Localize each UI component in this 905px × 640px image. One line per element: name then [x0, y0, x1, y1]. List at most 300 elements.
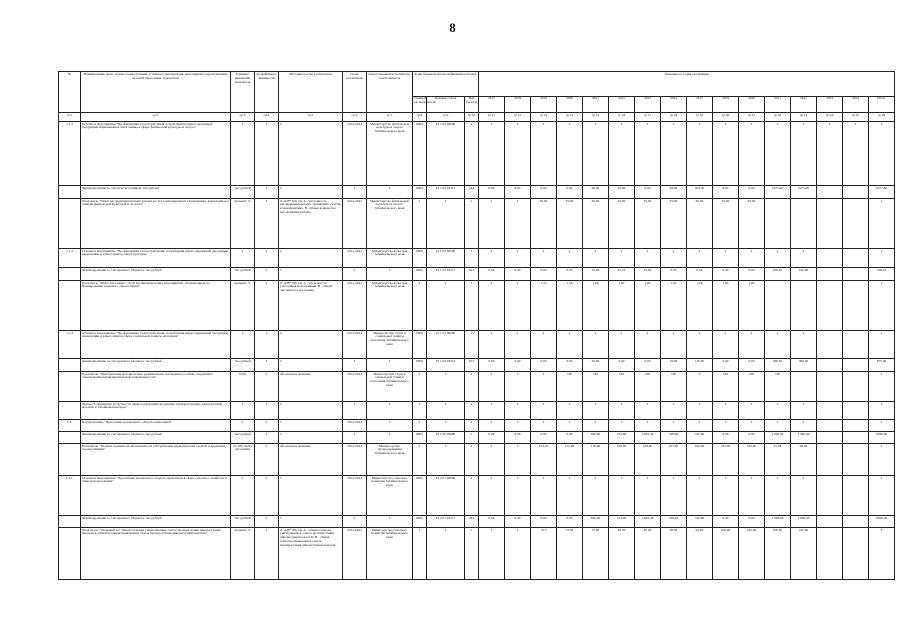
- row-year-value: 0,00: [505, 431, 531, 443]
- table-row: [59, 475, 895, 515]
- row-year-value: х: [583, 401, 609, 419]
- row-year-value: 116,00: [583, 443, 609, 475]
- row-year-value: 105,00: [713, 443, 739, 475]
- row-year-value: х: [635, 401, 661, 419]
- row-number: [59, 280, 81, 330]
- row-year-value: 65,00: [687, 198, 713, 248]
- row-year-value: 0,00: [739, 358, 765, 371]
- row-admin-code: 0909: [413, 121, 427, 185]
- row-responsible: Министерство труда и социальной защиты населения Забайкальского края: [367, 371, 413, 401]
- row-admin-code: х: [413, 443, 427, 475]
- row-year-value: 0,00: [531, 515, 557, 527]
- row-year-value: 528,00: [661, 431, 687, 443]
- row-unit: штук: [231, 371, 255, 401]
- column-index-cell: гр.10: [465, 113, 479, 122]
- row-year-value: х: [479, 248, 505, 267]
- row-responsible: х: [367, 401, 413, 419]
- row-year-value: 0,00: [739, 185, 765, 198]
- row-year-value: 95,00: [687, 527, 713, 579]
- row-name: финансирование за счет краевого бюджета, тыс.рублей: [81, 267, 231, 280]
- row-year-value: 100,00: [739, 527, 765, 579]
- row-year-value: 75,00: [583, 527, 609, 579]
- header-year-values: Значения по годам реализации: [479, 72, 895, 97]
- row-method: Z=A/B*100, где A - общая площадь уничтоженных очагов произрастания дикорастущей конопли, B - общая площадь выявленных очагов произрастания дикорастущей конопли: [279, 527, 343, 579]
- row-year-value: 366,50: [791, 358, 817, 371]
- row-responsible: Министерство культуры Забайкальского края: [367, 280, 413, 330]
- row-year-value: 100: [609, 371, 635, 401]
- row-responsible: Министерство физической культуры и спорта Забайкальского края: [367, 198, 413, 248]
- row-name: Показатель "Приобретение методических, развивающих, наглядных пособий, спортивного оборудования антинаркотической направленности": [81, 371, 231, 401]
- row-year-value: [817, 527, 843, 579]
- row-coefficient: х: [255, 443, 279, 475]
- row-year-value: х: [505, 371, 531, 401]
- row-admin-code: 0909: [413, 431, 427, 443]
- row-year-value: х: [635, 121, 661, 185]
- row-target-article: х: [427, 371, 465, 401]
- row-year-value: 0,00: [505, 185, 531, 198]
- column-index-cell: гр.9: [427, 113, 465, 122]
- row-unit: процент, %: [231, 280, 255, 330]
- row-year-value: [843, 419, 869, 431]
- table-body: [59, 121, 895, 579]
- row-year-value: 310,00: [687, 431, 713, 443]
- row-year-value: 97,10: [609, 267, 635, 280]
- header-year: 2021: [765, 96, 791, 113]
- row-admin-code: х: [413, 280, 427, 330]
- row-responsible: х: [367, 515, 413, 527]
- row-year-value: [843, 515, 869, 527]
- row-year-value: х: [687, 401, 713, 419]
- column-index-cell: гр.24: [817, 113, 843, 122]
- row-number: [59, 443, 81, 475]
- row-year-value: х: [505, 280, 531, 330]
- row-year-value: 100: [583, 371, 609, 401]
- row-number: [59, 371, 81, 401]
- row-year-value: 112,40: [557, 443, 583, 475]
- row-responsible: Министерство труда и социальной защиты населения Забайкальского края: [367, 330, 413, 358]
- row-unit: х: [231, 248, 255, 267]
- row-year-value: [843, 267, 869, 280]
- header-name: Наименование цели, задачи, подпрограммы, основного мероприятия, мероприятия, ведомственной целевой программы, показателя: [81, 72, 231, 113]
- row-year-value: [817, 443, 843, 475]
- row-year-value: х: [635, 248, 661, 267]
- row-year-value: х: [505, 198, 531, 248]
- row-method: х: [279, 267, 343, 280]
- row-year-value: х: [505, 527, 531, 579]
- column-index-cell: гр.1: [59, 113, 81, 122]
- row-year-value: х: [765, 419, 791, 431]
- row-year-value: х: [557, 248, 583, 267]
- row-year-value: [843, 431, 869, 443]
- row-year-value: х: [531, 248, 557, 267]
- row-year-value: 22,00: [635, 267, 661, 280]
- row-responsible: Министерство физической культуры и спорта Забайкальского края: [367, 121, 413, 185]
- row-year-value: 1,64: [687, 280, 713, 330]
- table-row: [59, 248, 895, 267]
- row-year-value: 0,00: [713, 358, 739, 371]
- row-year-value: 0,00: [713, 185, 739, 198]
- row-method: Z=A/B*100, где A - численность участников мероприятий, B - общая численность населения: [279, 280, 343, 330]
- row-admin-code: 0909: [413, 248, 427, 267]
- table-row: [59, 280, 895, 330]
- row-expense-type: х: [465, 248, 479, 267]
- row-responsible: Министерство культуры Забайкальского края: [367, 248, 413, 267]
- row-year-value: х: [531, 475, 557, 515]
- row-year-value: 80,00: [609, 527, 635, 579]
- header-unit: Единица измерения показателя: [231, 72, 255, 113]
- table-row: [59, 419, 895, 431]
- row-target-article: 23 1 02 03212: [427, 185, 465, 198]
- row-year-value: х: [505, 121, 531, 185]
- row-year-value: х: [479, 280, 505, 330]
- row-year-value: 0,00: [557, 185, 583, 198]
- row-expense-type: 612: [465, 267, 479, 280]
- column-index-cell: гр.2: [81, 113, 231, 122]
- row-total: 8477,60: [869, 185, 895, 198]
- header-responsible: Ответственный исполнитель, соисполнитель: [367, 72, 413, 113]
- row-year-value: 0,00: [531, 358, 557, 371]
- row-year-value: 100: [713, 371, 739, 401]
- row-number: [59, 267, 81, 280]
- row-unit: процент, %: [231, 198, 255, 248]
- row-number: 1.2.: [59, 419, 81, 431]
- row-year-value: х: [765, 401, 791, 419]
- row-year-value: [843, 185, 869, 198]
- row-year-value: х: [505, 443, 531, 475]
- row-period: 2014-2024: [343, 121, 367, 185]
- row-number: [59, 198, 81, 248]
- row-year-value: 0,00: [505, 515, 531, 527]
- row-year-value: 35,00: [557, 198, 583, 248]
- row-unit: процент, %: [231, 527, 255, 579]
- row-year-value: 1,60: [583, 280, 609, 330]
- row-year-value: х: [479, 443, 505, 475]
- row-target-article: х: [427, 419, 465, 431]
- row-unit: тыс.рублей: [231, 267, 255, 280]
- row-year-value: х: [687, 419, 713, 431]
- row-admin-code: 0909: [413, 267, 427, 280]
- row-number: 1.1.2: [59, 121, 81, 185]
- row-year-value: 100: [739, 371, 765, 401]
- table-row: [59, 330, 895, 358]
- row-year-value: 100,00: [765, 267, 791, 280]
- row-year-value: 1 000,00: [765, 515, 791, 527]
- row-number: 1.1.3: [59, 248, 81, 267]
- row-year-value: 2 810,40: [635, 515, 661, 527]
- row-responsible: Министерство здравоохранения Забайкальского края: [367, 443, 413, 475]
- row-year-value: х: [713, 330, 739, 358]
- row-year-value: 630,00: [583, 515, 609, 527]
- row-period: 2014-2024: [343, 527, 367, 579]
- column-index-cell: гр.20: [713, 113, 739, 122]
- row-admin-code: 0909: [413, 475, 427, 515]
- row-year-value: х: [479, 121, 505, 185]
- column-index-cell: гр.21: [739, 113, 765, 122]
- row-year-value: х: [505, 419, 531, 431]
- row-year-value: 106,00: [687, 443, 713, 475]
- row-number: [59, 358, 81, 371]
- row-year-value: 0,00: [713, 431, 739, 443]
- row-year-value: х: [505, 248, 531, 267]
- header-period: Сроки реализации: [343, 72, 367, 113]
- row-year-value: х: [609, 330, 635, 358]
- row-year-value: [817, 401, 843, 419]
- row-year-value: х: [479, 198, 505, 248]
- row-year-value: х: [531, 401, 557, 419]
- table-row: [59, 527, 895, 579]
- row-year-value: [817, 419, 843, 431]
- row-year-value: [817, 280, 843, 330]
- row-year-value: 0,00: [739, 431, 765, 443]
- row-year-value: [843, 401, 869, 419]
- column-index-cell: гр.11: [479, 113, 505, 122]
- row-year-value: 85,00: [635, 527, 661, 579]
- row-year-value: 274,90: [609, 431, 635, 443]
- row-name: финансирование за счет краевого бюджета, тыс.рублей: [81, 431, 231, 443]
- header-year: 2024: [843, 96, 869, 113]
- column-index-cell: гр.4: [255, 113, 279, 122]
- row-year-value: [817, 185, 843, 198]
- row-coefficient: х: [255, 515, 279, 527]
- row-year-value: х: [713, 248, 739, 267]
- row-year-value: х: [765, 121, 791, 185]
- row-method: абсолютное значение: [279, 371, 343, 401]
- row-year-value: 23,00: [583, 267, 609, 280]
- header-vr: Вид расхода: [465, 96, 479, 113]
- row-year-value: 90,00: [791, 443, 817, 475]
- row-name: Основное мероприятие "Пресечение незаконного оборота наркотиков в сфере сельского хозяйства и природопользования": [81, 475, 231, 515]
- row-target-article: 23 1 03 03212: [427, 267, 465, 280]
- row-year-value: 0,00: [479, 431, 505, 443]
- row-year-value: [843, 248, 869, 267]
- row-year-value: 310,00: [687, 515, 713, 527]
- row-year-value: 0,00: [661, 267, 687, 280]
- column-index-cell: гр.23: [791, 113, 817, 122]
- row-year-value: 97,00: [765, 443, 791, 475]
- row-name: Основное мероприятие "Профилактика злоупотребления, потребления наркосодержащей продукции, наркомании и алкоголизма в сфере культуры": [81, 248, 231, 267]
- row-year-value: х: [583, 419, 609, 431]
- row-admin-code: 0909: [413, 515, 427, 527]
- column-index-cell: гр.17: [635, 113, 661, 122]
- row-coefficient: х: [255, 527, 279, 579]
- row-year-value: [843, 443, 869, 475]
- header-year: 2017: [687, 96, 713, 113]
- row-coefficient: х: [255, 419, 279, 431]
- row-year-value: х: [791, 330, 817, 358]
- row-year-value: 1975,00: [791, 185, 817, 198]
- row-year-value: х: [609, 401, 635, 419]
- row-year-value: 0,00: [479, 515, 505, 527]
- row-year-value: [843, 358, 869, 371]
- row-year-value: [817, 358, 843, 371]
- row-year-value: 1 000,00: [765, 431, 791, 443]
- row-total: х: [869, 280, 895, 330]
- row-year-value: 1,64: [713, 280, 739, 330]
- row-year-value: х: [739, 121, 765, 185]
- row-name: Показатель "Охват населения " Доля профилактических мероприятий, направленных на формирование здорового образа жизни": [81, 280, 231, 330]
- row-year-value: х: [557, 330, 583, 358]
- row-expense-type: х: [465, 443, 479, 475]
- row-admin-code: 0909: [413, 330, 427, 358]
- column-index-cell: гр.7: [367, 113, 413, 122]
- row-year-value: [843, 475, 869, 515]
- row-number: [59, 185, 81, 198]
- row-total: 336,10: [869, 267, 895, 280]
- row-year-value: х: [791, 419, 817, 431]
- row-year-value: х: [765, 475, 791, 515]
- row-year-value: [817, 515, 843, 527]
- row-period: 2014-2024: [343, 419, 367, 431]
- row-total: х: [869, 443, 895, 475]
- header-row-top: [59, 72, 895, 97]
- row-unit: х: [231, 419, 255, 431]
- row-target-article: х: [427, 401, 465, 419]
- row-year-value: х: [531, 330, 557, 358]
- row-name: финансирование за счет краевого бюджета, тыс.рублей: [81, 515, 231, 527]
- row-coefficient: х: [255, 280, 279, 330]
- row-year-value: 274,90: [609, 515, 635, 527]
- row-year-value: х: [661, 248, 687, 267]
- row-year-value: [817, 248, 843, 267]
- row-year-value: 72,5: [531, 527, 557, 579]
- row-method: х: [279, 248, 343, 267]
- row-name: Основное мероприятие "Профилактика злоупотребления, потребления наркосодержащей продукции, наркомании и алкоголизма в сфере социальной защиты населения": [81, 330, 231, 358]
- row-year-value: 65,00: [713, 198, 739, 248]
- header-year: 2019: [713, 96, 739, 113]
- header-year: 2023: [817, 96, 843, 113]
- row-year-value: 0,00: [479, 185, 505, 198]
- row-year-value: [843, 527, 869, 579]
- row-year-value: 0,00: [531, 185, 557, 198]
- row-responsible: х: [367, 358, 413, 371]
- row-year-value: 366,50: [765, 358, 791, 371]
- row-year-value: х: [661, 330, 687, 358]
- row-coefficient: х: [255, 401, 279, 419]
- row-unit: тыс.рублей: [231, 185, 255, 198]
- row-expense-type: 244: [465, 515, 479, 527]
- row-year-value: 100,00: [791, 267, 817, 280]
- row-total: 6599,30: [869, 515, 895, 527]
- table-row: [59, 515, 895, 527]
- row-year-value: 1,64: [739, 280, 765, 330]
- row-method: х: [279, 401, 343, 419]
- table-row: [59, 443, 895, 475]
- header-year: 2020: [557, 96, 583, 113]
- row-expense-type: 612: [465, 358, 479, 371]
- row-year-value: 46,00: [609, 185, 635, 198]
- table-row: [59, 185, 895, 198]
- row-year-value: 20,00: [583, 358, 609, 371]
- row-name: финансирование за счет краевого бюджета, тыс.рублей: [81, 358, 231, 371]
- row-year-value: 65,00: [739, 198, 765, 248]
- row-year-value: 99,00: [583, 185, 609, 198]
- row-year-value: 0,00: [687, 267, 713, 280]
- row-admin-code: 0909: [413, 358, 427, 371]
- row-responsible: Министерство сельского хозяйства Забайкальского края: [367, 527, 413, 579]
- row-year-value: х: [583, 475, 609, 515]
- row-unit: тыс.рублей: [231, 358, 255, 371]
- row-method: х: [279, 419, 343, 431]
- row-year-value: [765, 198, 791, 248]
- row-year-value: х: [583, 330, 609, 358]
- row-year-value: х: [791, 248, 817, 267]
- row-method: х: [279, 330, 343, 358]
- row-total: х: [869, 121, 895, 185]
- row-expense-type: х: [465, 475, 479, 515]
- row-method: абсолютное значение: [279, 443, 343, 475]
- row-year-value: 100: [557, 371, 583, 401]
- row-year-value: х: [661, 121, 687, 185]
- row-year-value: 1,62: [609, 280, 635, 330]
- header-year: 2023: [635, 96, 661, 113]
- row-target-article: 23 2 01 03212: [427, 515, 465, 527]
- table-row: [59, 198, 895, 248]
- row-expense-type: х: [465, 431, 479, 443]
- row-period: х: [343, 515, 367, 527]
- column-index-cell: гр.22: [765, 113, 791, 122]
- row-year-value: 0,00: [557, 267, 583, 280]
- row-name: Показатель "Охват несовершеннолетних детьми досуга в материальных учреждениях, вовлеченных в занятия физической культурой и спортом": [81, 198, 231, 248]
- row-year-value: 0,00: [557, 431, 583, 443]
- header-no: №: [59, 72, 81, 113]
- row-year-value: х: [609, 121, 635, 185]
- row-year-value: 0,00: [635, 358, 661, 371]
- row-year-value: х: [557, 419, 583, 431]
- row-year-value: 0,00: [713, 515, 739, 527]
- row-year-value: х: [505, 330, 531, 358]
- row-year-value: 123,10: [531, 443, 557, 475]
- header-year: 2017: [479, 96, 505, 113]
- row-total: х: [869, 330, 895, 358]
- row-year-value: х: [479, 330, 505, 358]
- row-year-value: 0: [687, 371, 713, 401]
- row-coefficient: х: [255, 121, 279, 185]
- column-index-cell: гр.3: [231, 113, 255, 122]
- column-index-cell: гр.13: [531, 113, 557, 122]
- column-index-cell: гр.16: [609, 113, 635, 122]
- row-year-value: [791, 371, 817, 401]
- row-coefficient: х: [255, 330, 279, 358]
- row-year-value: х: [765, 248, 791, 267]
- row-period: 2014-2024: [343, 371, 367, 401]
- row-year-value: 110,00: [687, 358, 713, 371]
- row-year-value: х: [635, 419, 661, 431]
- row-total: х: [869, 419, 895, 431]
- row-total: х: [869, 371, 895, 401]
- row-year-value: 0,00: [739, 267, 765, 280]
- row-year-value: х: [609, 419, 635, 431]
- row-year-value: 0,00: [609, 358, 635, 371]
- row-year-value: [817, 330, 843, 358]
- row-name: Подпрограмма "Пресечение незаконного оборота наркотиков": [81, 419, 231, 431]
- table-row: [59, 371, 895, 401]
- row-target-article: 23 1 03 00000: [427, 248, 465, 267]
- row-year-value: [817, 431, 843, 443]
- header-year: 2022: [791, 96, 817, 113]
- header-year: 2018: [505, 96, 531, 113]
- row-year-value: х: [791, 121, 817, 185]
- row-year-value: 100,00: [713, 527, 739, 579]
- column-index-cell: гр.18: [661, 113, 687, 122]
- row-period: х: [343, 185, 367, 198]
- column-index-cell: гр.6: [343, 113, 367, 122]
- column-index-cell: гр.26: [869, 113, 895, 122]
- row-unit: х: [231, 475, 255, 515]
- row-year-value: х: [583, 121, 609, 185]
- row-admin-code: 0909: [413, 185, 427, 198]
- header-method: Методика расчета показателя: [279, 72, 343, 113]
- row-expense-type: 244: [465, 185, 479, 198]
